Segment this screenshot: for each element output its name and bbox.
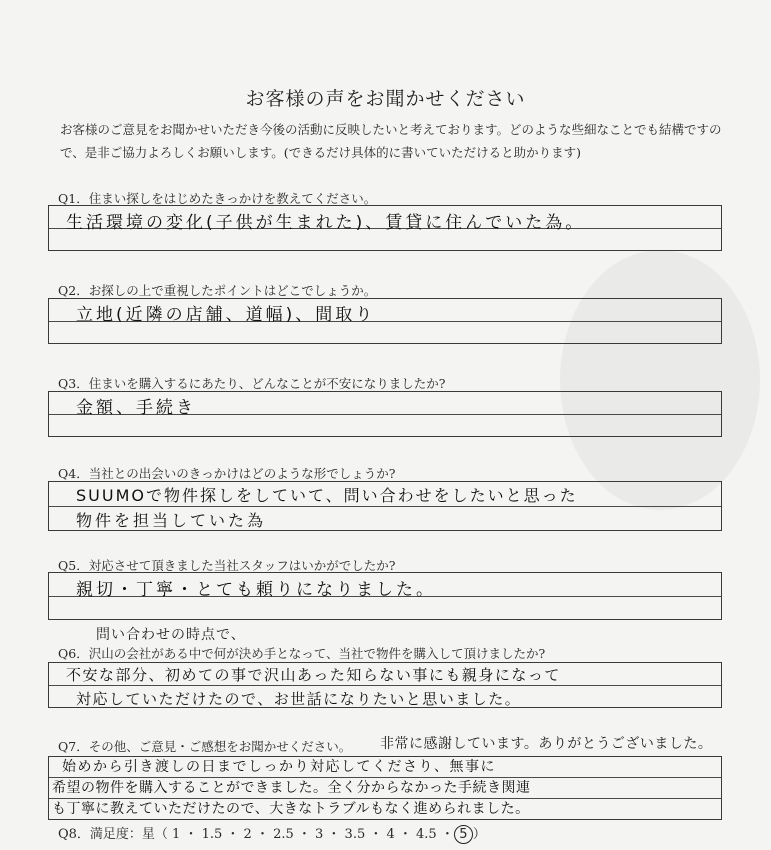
q2-answer: 立地(近隣の店舗、道幅)、間取り bbox=[76, 305, 376, 325]
q6-ruled-line bbox=[49, 685, 721, 686]
q3-answer: 金額、手続き bbox=[76, 398, 196, 418]
q1-label: Q1．住まい探しをはじめたきっかけを教えてください。 bbox=[58, 191, 377, 206]
q4-answer-line-2: 物件を担当していた為 bbox=[76, 511, 267, 530]
q8-close-paren: ） bbox=[472, 827, 486, 842]
intro-text: お客様のご意見をお聞かせいただき今後の活動に反映したいと考えております。どのような些細なことでも結構ですので、是非ご協力よろしくお願いします。(できるだけ具体的に書いていただけると助かります) bbox=[60, 122, 722, 160]
q5-answer: 親切・丁寧・とても頼りになりました。 bbox=[76, 580, 436, 600]
q3-label: Q3．住まいを購入するにあたり、どんなことが不安になりましたか? bbox=[58, 376, 446, 391]
q6-answer-line-2: 対応していただけたので、お世話になりたいと思いました。 bbox=[76, 690, 522, 708]
q7-answer-line-1: 始めから引き渡しの日までしっかり対応してくださり、無事に bbox=[62, 759, 496, 775]
q7-answer-line-3: も丁寧に教えていただけたので、大きなトラブルもなく進められました。 bbox=[52, 801, 530, 817]
q1-answer: 生活環境の変化(子供が生まれた)、賃貸に住んでいた為。 bbox=[66, 213, 586, 233]
q4-answer-line-1: SUUMOで物件探しをしていて、問い合わせをしたいと思った bbox=[76, 486, 578, 505]
q4-label: Q4．当社との出会いのきっかけはどのような形でしょうか? bbox=[58, 466, 396, 481]
q6-answer-line-1: 不安な部分、初めての事で沢山あった知らない事にも親身になって bbox=[66, 666, 561, 684]
q6-handwritten-note: 問い合わせの時点で、 bbox=[96, 627, 246, 643]
q8-label: Q8．満足度：星（ 1 ・ 1.5 ・ 2 ・ 2.5 ・ 3 ・ 3.5 ・ 4 ・ 4.5 ・ bbox=[58, 827, 454, 842]
q8-satisfaction bbox=[58, 823, 486, 844]
q6-label: Q6．沢山の会社がある中で何が決め手となって、当社で物件を購入して頂けましたか? bbox=[58, 646, 546, 661]
q5-label: Q5．対応させて頂きました当社スタッフはいかがでしたか? bbox=[58, 558, 396, 573]
q4-ruled-line bbox=[49, 506, 721, 507]
q7-answer-line-2: 希望の物件を購入することができました。全く分からなかった手続き関連 bbox=[52, 780, 531, 796]
q7-header-answer: 非常に感謝しています。ありがとうございました。 bbox=[380, 736, 713, 752]
page-title: お客様の声をお聞かせください bbox=[245, 88, 526, 110]
q2-label: Q2．お探しの上で重視したポイントはどこでしょうか。 bbox=[58, 283, 377, 298]
q8-selected-rating: 5 bbox=[454, 825, 473, 844]
background-smudge bbox=[560, 250, 760, 510]
q7-label: Q7．その他、ご意見・ご感想をお聞かせください。 bbox=[58, 739, 352, 754]
